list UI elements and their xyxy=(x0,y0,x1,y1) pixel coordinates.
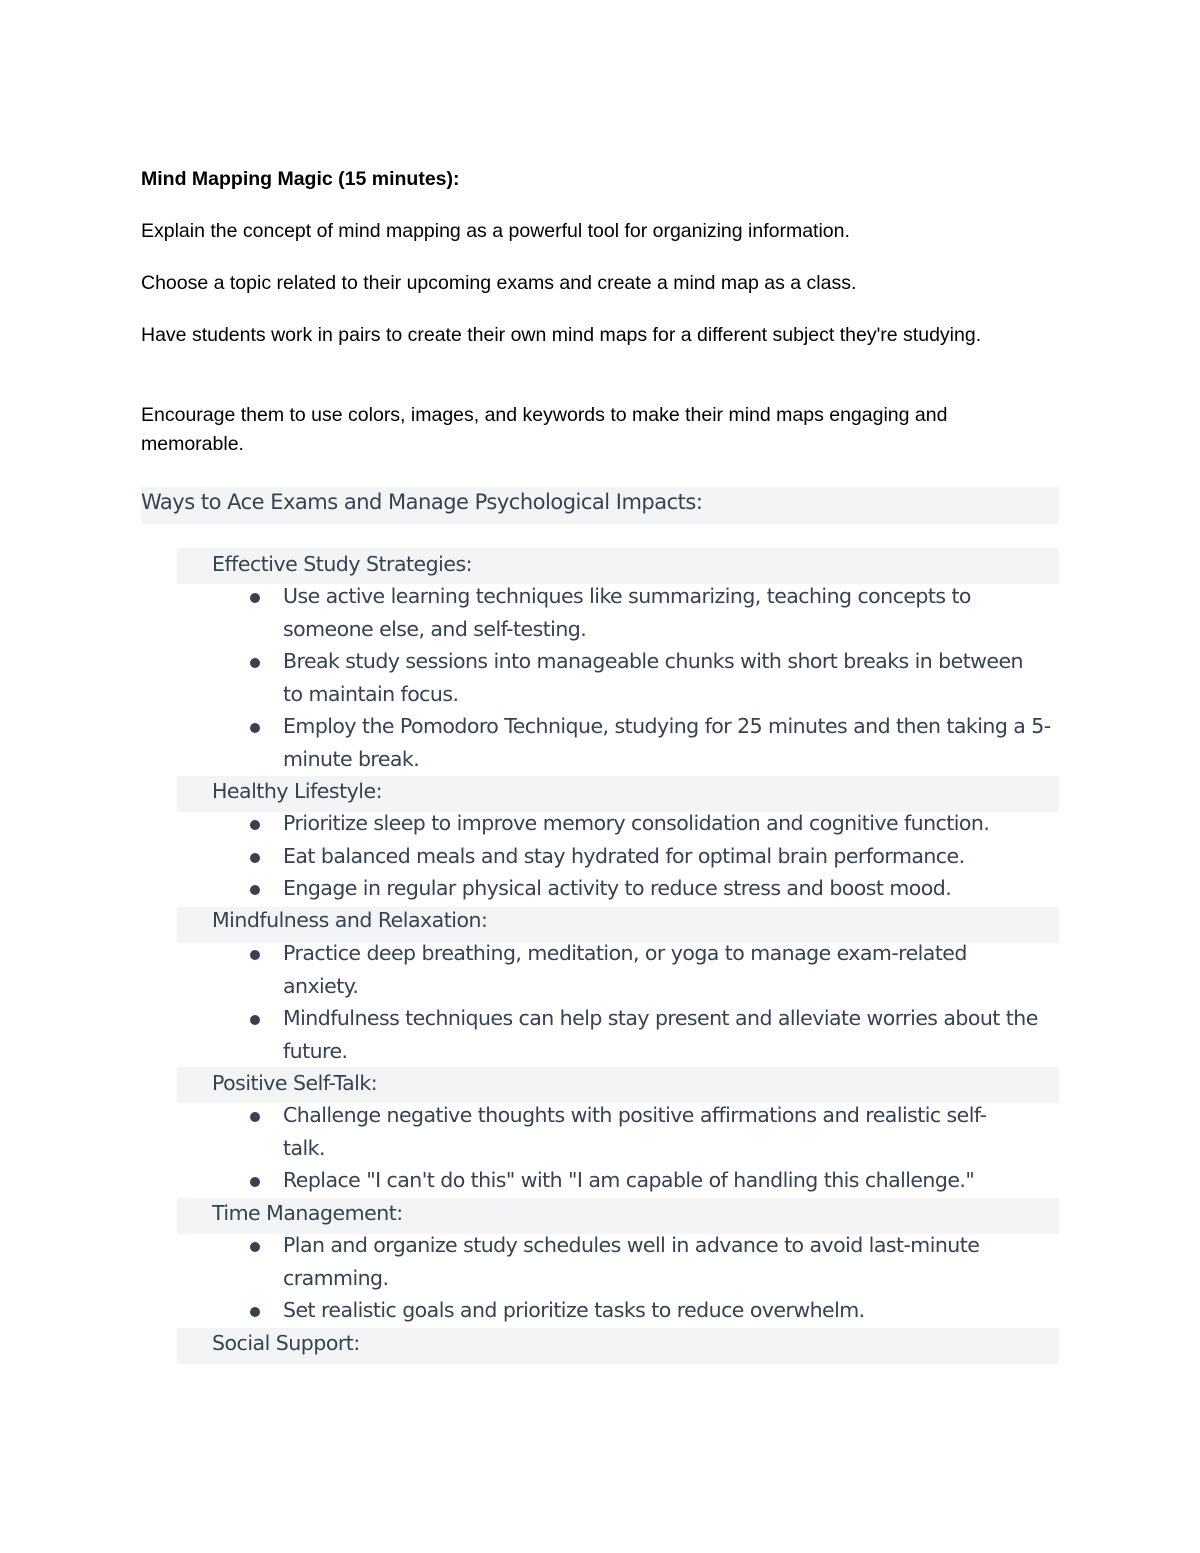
category-label: Social Support: xyxy=(212,1331,360,1355)
category-label: Time Management: xyxy=(212,1201,403,1225)
bullet-dot xyxy=(250,593,260,603)
bullet-dot xyxy=(250,820,260,830)
category-label: Healthy Lifestyle: xyxy=(212,779,382,803)
bullet-dot xyxy=(250,723,260,733)
bullet-dot xyxy=(250,950,260,960)
category-label: Mindfulness and Relaxation: xyxy=(212,908,488,932)
category-label: Effective Study Strategies: xyxy=(212,552,473,576)
list-item: Mindfulness techniques can help stay present and alleviate worries about the future. xyxy=(283,1006,1038,1063)
bullet-dot xyxy=(250,885,260,895)
list-item: Engage in regular physical activity to reduce stress and boost mood. xyxy=(283,876,952,900)
bullet-dot xyxy=(250,1242,260,1252)
section-heading xyxy=(141,487,1059,524)
intro-paragraph: Choose a topic related to their upcoming exams and create a mind map as a class. xyxy=(141,272,857,294)
list-item: Set realistic goals and prioritize tasks to reduce overwhelm. xyxy=(283,1298,865,1322)
activity-title: Mind Mapping Magic (15 minutes): xyxy=(141,168,460,190)
list-item: Challenge negative thoughts with positive affirmations and realistic self-talk. xyxy=(283,1103,987,1160)
bullet-dot xyxy=(250,1112,260,1122)
list-item: Break study sessions into manageable chunks with short breaks in between to maintain focus. xyxy=(283,649,1023,706)
bullet-dot xyxy=(250,658,260,668)
bullet-dot xyxy=(250,1177,260,1187)
section-heading-text: Ways to Ace Exams and Manage Psychological Impacts: xyxy=(141,490,703,514)
list-item: Employ the Pomodoro Technique, studying for 25 minutes and then taking a 5-minute break. xyxy=(283,714,1051,771)
list-item: Use active learning techniques like summarizing, teaching concepts to someone else, and self-testing. xyxy=(283,584,971,641)
list-item: Replace "I can't do this" with "I am capable of handling this challenge." xyxy=(283,1168,975,1192)
intro-paragraph: Encourage them to use colors, images, and keywords to make their mind maps engaging and memorable. xyxy=(141,404,948,455)
list-item: Eat balanced meals and stay hydrated for optimal brain performance. xyxy=(283,844,965,868)
bullet-dot xyxy=(250,1307,260,1317)
bullet-dot xyxy=(250,853,260,863)
category-label: Positive Self-Talk: xyxy=(212,1071,378,1095)
intro-paragraph: Have students work in pairs to create their own mind maps for a different subject they're studying. xyxy=(141,324,982,346)
list-item: Plan and organize study schedules well in advance to avoid last-minute cramming. xyxy=(283,1233,980,1290)
list-item: Practice deep breathing, meditation, or yoga to manage exam-related anxiety. xyxy=(283,941,967,998)
intro-paragraph: Explain the concept of mind mapping as a powerful tool for organizing information. xyxy=(141,220,850,242)
bullet-dot xyxy=(250,1015,260,1025)
list-item: Prioritize sleep to improve memory consolidation and cognitive function. xyxy=(283,811,990,835)
